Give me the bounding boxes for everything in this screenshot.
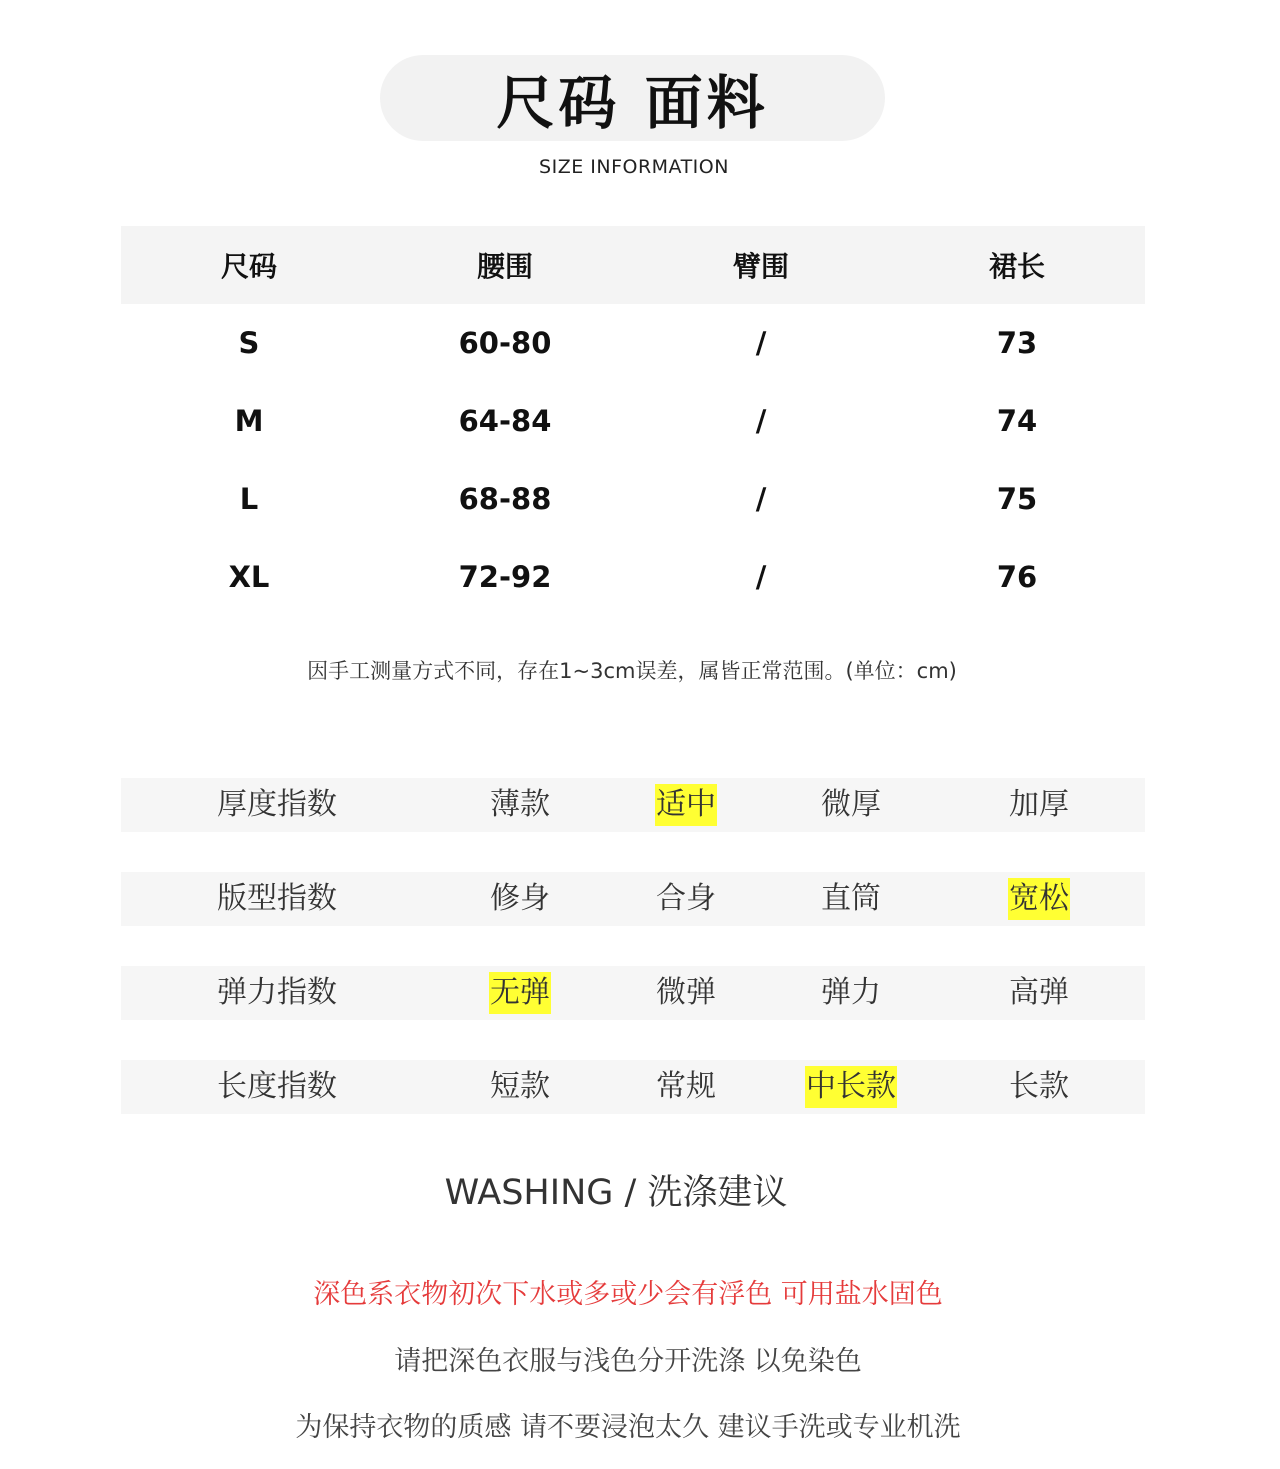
washing-title: WASHING / 洗涤建议 xyxy=(444,1173,788,1213)
index-option: 短款 xyxy=(490,1069,550,1104)
length-cell: 75 xyxy=(996,482,1038,516)
table-row xyxy=(121,382,1145,460)
index-label: 版型指数 xyxy=(217,881,337,916)
table-row xyxy=(121,460,1145,538)
index-option-selected: 宽松 xyxy=(1008,878,1070,920)
page-title: 尺码 面料 xyxy=(496,69,769,137)
index-label: 弹力指数 xyxy=(217,975,337,1010)
index-option: 高弹 xyxy=(1009,975,1069,1010)
column-header-size: 尺码 xyxy=(220,250,277,283)
index-option: 薄款 xyxy=(490,787,550,822)
title-banner xyxy=(380,55,885,141)
table-row xyxy=(121,538,1145,616)
index-option: 弹力 xyxy=(821,975,881,1010)
table-row xyxy=(121,304,1145,382)
length-cell: 74 xyxy=(996,404,1038,438)
index-option: 加厚 xyxy=(1009,787,1069,822)
index-option: 微厚 xyxy=(821,787,881,822)
washing-instruction: 请把深色衣服与浅色分开洗涤 以免染色 xyxy=(394,1346,862,1377)
waist-cell: 60-80 xyxy=(458,326,552,360)
measurement-note: 因手工测量方式不同，存在1~3cm误差，属皆正常范围。(单位：cm) xyxy=(307,659,957,683)
index-row-elasticity xyxy=(121,966,1145,1020)
arm-cell: / xyxy=(755,482,767,516)
column-header-arm: 臂围 xyxy=(732,250,789,283)
arm-cell: / xyxy=(755,326,767,360)
index-label: 厚度指数 xyxy=(217,787,337,822)
size-cell: M xyxy=(234,404,264,438)
waist-cell: 64-84 xyxy=(458,404,552,438)
washing-instruction: 为保持衣物的质感 请不要浸泡太久 建议手洗或专业机洗 xyxy=(295,1412,961,1443)
index-option: 微弹 xyxy=(656,975,716,1010)
fabric-index-table xyxy=(121,778,1145,1154)
index-option: 修身 xyxy=(490,881,550,916)
index-row-length xyxy=(121,1060,1145,1114)
washing-warning: 深色系衣物初次下水或多或少会有浮色 可用盐水固色 xyxy=(313,1279,943,1310)
index-option-selected: 适中 xyxy=(655,784,717,826)
size-cell: S xyxy=(238,326,260,360)
length-cell: 76 xyxy=(996,560,1038,594)
arm-cell: / xyxy=(755,560,767,594)
index-option-selected: 中长款 xyxy=(805,1066,897,1108)
size-cell: L xyxy=(239,482,259,516)
page-subtitle: SIZE INFORMATION xyxy=(539,156,729,178)
index-label: 长度指数 xyxy=(217,1069,337,1104)
arm-cell: / xyxy=(755,404,767,438)
size-cell: XL xyxy=(228,560,270,594)
size-table-header xyxy=(121,226,1145,304)
index-row-thickness xyxy=(121,778,1145,832)
column-header-length: 裙长 xyxy=(988,250,1045,283)
length-cell: 73 xyxy=(996,326,1038,360)
index-option: 合身 xyxy=(656,881,716,916)
waist-cell: 68-88 xyxy=(458,482,552,516)
column-header-waist: 腰围 xyxy=(476,250,533,283)
index-option: 直筒 xyxy=(821,881,881,916)
size-table xyxy=(121,226,1145,616)
waist-cell: 72-92 xyxy=(458,560,552,594)
index-option-selected: 无弹 xyxy=(489,972,551,1014)
index-option: 常规 xyxy=(656,1069,716,1104)
index-option: 长款 xyxy=(1009,1069,1069,1104)
index-row-fit xyxy=(121,872,1145,926)
